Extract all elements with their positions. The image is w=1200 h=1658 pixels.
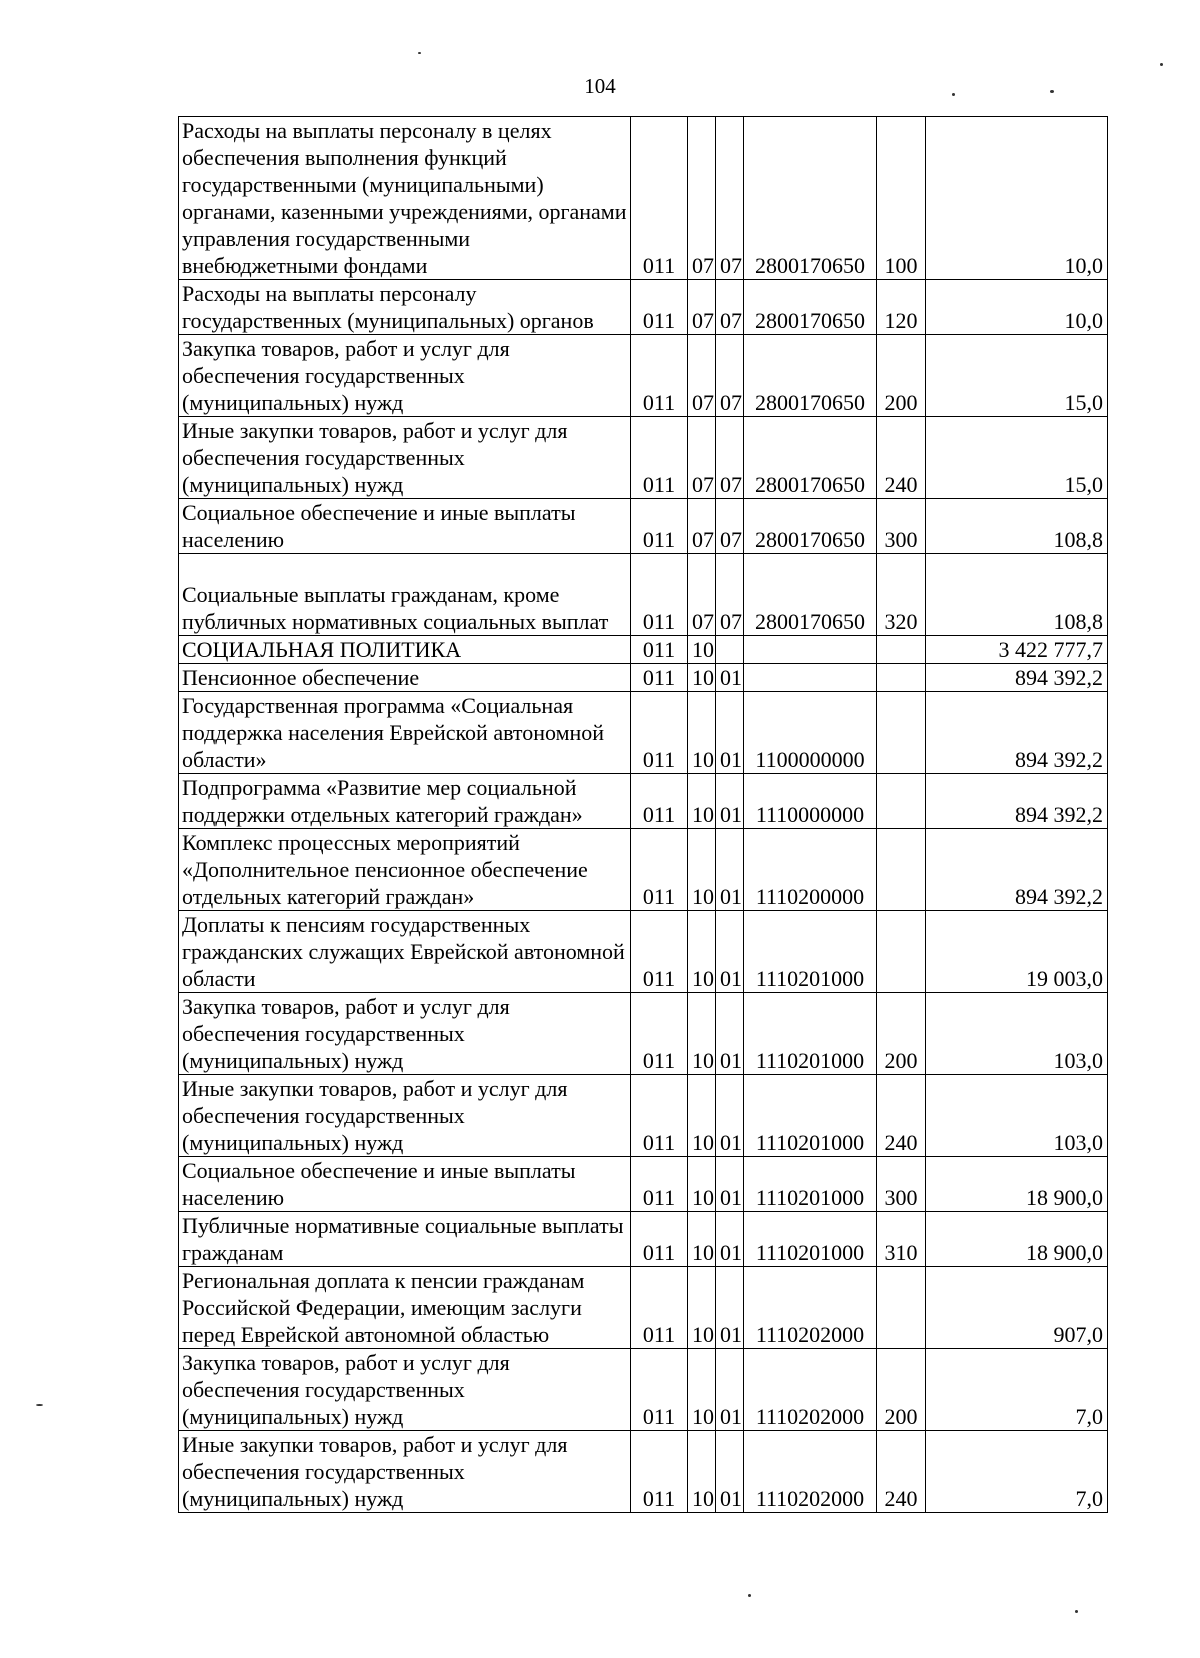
row-section-code: 07 [688,499,716,554]
row-subsection-code: 01 [716,774,744,829]
scan-speck [1050,90,1054,93]
row-name: Региональная доплата к пенсии гражданам Российской Федерации, имеющим заслуги перед Еврейской автономной областью [179,1267,631,1349]
row-expense-type-code: 120 [877,280,926,335]
row-subsection-code: 01 [716,1267,744,1349]
row-target-code: 1110202000 [744,1349,877,1431]
row-amount: 15,0 [926,335,1108,417]
row-section-code: 07 [688,280,716,335]
row-expense-type-code [877,692,926,774]
row-section-code: 10 [688,1212,716,1267]
row-name: Расходы на выплаты персоналу государственных (муниципальных) органов [179,280,631,335]
row-amount: 103,0 [926,993,1108,1075]
row-section-code: 10 [688,1349,716,1431]
table-row [179,636,1108,664]
table-row [179,911,1108,993]
row-name: Социальное обеспечение и иные выплаты населению [179,1157,631,1212]
row-amount: 10,0 [926,280,1108,335]
row-expense-type-code: 240 [877,417,926,499]
row-target-code: 2800170650 [744,280,877,335]
table-row [179,774,1108,829]
row-subsection-code: 01 [716,1075,744,1157]
row-name: Закупка товаров, работ и услуг для обеспечения государственных (муниципальных) нужд [179,1349,631,1431]
row-subsection-code: 01 [716,664,744,692]
row-amount: 894 392,2 [926,829,1108,911]
row-section-code: 07 [688,117,716,280]
row-amount: 19 003,0 [926,911,1108,993]
budget-table [178,116,1108,1513]
row-admin-code: 011 [631,1431,688,1513]
row-name: Подпрограмма «Развитие мер социальной поддержки отдельных категорий граждан» [179,774,631,829]
table-row [179,829,1108,911]
row-target-code: 1110200000 [744,829,877,911]
scan-speck [36,1404,43,1406]
row-subsection-code: 01 [716,1212,744,1267]
row-section-code: 07 [688,554,716,636]
row-subsection-code [716,636,744,664]
row-admin-code: 011 [631,335,688,417]
row-admin-code: 011 [631,1075,688,1157]
row-amount: 907,0 [926,1267,1108,1349]
table-row [179,1075,1108,1157]
row-target-code: 1110201000 [744,911,877,993]
row-target-code: 1110201000 [744,993,877,1075]
row-expense-type-code: 200 [877,993,926,1075]
row-name: Иные закупки товаров, работ и услуг для обеспечения государственных (муниципальных) нужд [179,1431,631,1513]
row-subsection-code: 01 [716,1349,744,1431]
row-subsection-code: 01 [716,1157,744,1212]
row-admin-code: 011 [631,280,688,335]
scan-speck [1075,1610,1078,1613]
row-amount: 3 422 777,7 [926,636,1108,664]
table-row [179,993,1108,1075]
row-name: Социальное обеспечение и иные выплаты населению [179,499,631,554]
row-name: Государственная программа «Социальная поддержка населения Еврейской автономной области» [179,692,631,774]
row-subsection-code: 07 [716,499,744,554]
row-subsection-code: 01 [716,1431,744,1513]
row-admin-code: 011 [631,636,688,664]
row-target-code [744,636,877,664]
row-expense-type-code: 240 [877,1075,926,1157]
row-section-code: 10 [688,636,716,664]
row-amount: 18 900,0 [926,1212,1108,1267]
row-admin-code: 011 [631,554,688,636]
row-target-code: 1110201000 [744,1075,877,1157]
row-section-code: 10 [688,911,716,993]
row-admin-code: 011 [631,117,688,280]
row-target-code: 2800170650 [744,554,877,636]
row-section-code: 10 [688,1431,716,1513]
row-admin-code: 011 [631,499,688,554]
row-expense-type-code: 300 [877,1157,926,1212]
row-amount: 15,0 [926,417,1108,499]
row-amount: 7,0 [926,1431,1108,1513]
row-expense-type-code [877,911,926,993]
row-target-code: 2800170650 [744,417,877,499]
row-section-code: 10 [688,993,716,1075]
row-target-code: 2800170650 [744,335,877,417]
table-row [179,1212,1108,1267]
row-name: Расходы на выплаты персоналу в целях обеспечения выполнения функций государственными (муниципальными) органами, казенными учреждениями, органами управления государственными внебюджетными фондами [179,117,631,280]
row-admin-code: 011 [631,829,688,911]
table-row [179,1349,1108,1431]
row-subsection-code: 07 [716,335,744,417]
row-name: Закупка товаров, работ и услуг для обеспечения государственных (муниципальных) нужд [179,335,631,417]
row-admin-code: 011 [631,774,688,829]
row-amount: 18 900,0 [926,1157,1108,1212]
row-section-code: 10 [688,774,716,829]
table-row [179,117,1108,280]
row-section-code: 10 [688,1267,716,1349]
row-target-code: 1110201000 [744,1212,877,1267]
row-admin-code: 011 [631,417,688,499]
row-amount: 108,8 [926,499,1108,554]
row-section-code: 10 [688,1075,716,1157]
row-expense-type-code: 300 [877,499,926,554]
row-expense-type-code: 100 [877,117,926,280]
row-subsection-code: 07 [716,417,744,499]
row-name: СОЦИАЛЬНАЯ ПОЛИТИКА [179,636,631,664]
table-row [179,1431,1108,1513]
row-target-code [744,664,877,692]
row-target-code: 1100000000 [744,692,877,774]
row-admin-code: 011 [631,692,688,774]
table-row [179,692,1108,774]
row-target-code: 1110202000 [744,1267,877,1349]
row-name: Публичные нормативные социальные выплаты гражданам [179,1212,631,1267]
row-name: Комплекс процессных мероприятий «Дополнительное пенсионное обеспечение отдельных категорий граждан» [179,829,631,911]
row-target-code: 1110201000 [744,1157,877,1212]
row-section-code: 10 [688,829,716,911]
row-amount: 7,0 [926,1349,1108,1431]
row-expense-type-code [877,1267,926,1349]
row-amount: 894 392,2 [926,774,1108,829]
row-section-code: 10 [688,1157,716,1212]
table-row [179,1267,1108,1349]
row-expense-type-code [877,664,926,692]
row-admin-code: 011 [631,1157,688,1212]
row-expense-type-code: 200 [877,1349,926,1431]
row-expense-type-code: 240 [877,1431,926,1513]
row-admin-code: 011 [631,1212,688,1267]
row-subsection-code: 01 [716,829,744,911]
row-amount: 103,0 [926,1075,1108,1157]
row-admin-code: 011 [631,664,688,692]
row-amount: 108,8 [926,554,1108,636]
row-expense-type-code: 320 [877,554,926,636]
row-subsection-code: 01 [716,911,744,993]
row-target-code: 1110000000 [744,774,877,829]
table-row [179,335,1108,417]
row-expense-type-code: 200 [877,335,926,417]
row-section-code: 10 [688,664,716,692]
row-name: Доплаты к пенсиям государственных гражданских служащих Еврейской автономной области [179,911,631,993]
row-name: Закупка товаров, работ и услуг для обеспечения государственных (муниципальных) нужд [179,993,631,1075]
row-amount: 894 392,2 [926,664,1108,692]
scan-speck [418,52,421,54]
row-amount: 894 392,2 [926,692,1108,774]
row-admin-code: 011 [631,911,688,993]
row-name: Социальные выплаты гражданам, кроме публичных нормативных социальных выплат [179,554,631,636]
row-target-code: 1110202000 [744,1431,877,1513]
row-admin-code: 011 [631,1349,688,1431]
row-subsection-code: 01 [716,993,744,1075]
table-row [179,280,1108,335]
table-row [179,1157,1108,1212]
page-number: 104 [584,74,616,98]
table-row [179,417,1108,499]
row-subsection-code: 01 [716,692,744,774]
row-expense-type-code [877,774,926,829]
row-admin-code: 011 [631,1267,688,1349]
row-section-code: 07 [688,417,716,499]
table-row [179,499,1108,554]
row-subsection-code: 07 [716,117,744,280]
row-subsection-code: 07 [716,554,744,636]
row-subsection-code: 07 [716,280,744,335]
table-row [179,664,1108,692]
row-section-code: 07 [688,335,716,417]
row-target-code: 2800170650 [744,117,877,280]
row-section-code: 10 [688,692,716,774]
row-expense-type-code [877,636,926,664]
scan-speck [1160,63,1163,66]
row-expense-type-code: 310 [877,1212,926,1267]
row-name: Иные закупки товаров, работ и услуг для обеспечения государственных (муниципальных) нужд [179,417,631,499]
row-amount: 10,0 [926,117,1108,280]
row-expense-type-code [877,829,926,911]
scan-speck [748,1594,751,1597]
row-admin-code: 011 [631,993,688,1075]
row-target-code: 2800170650 [744,499,877,554]
scan-speck [952,93,955,96]
table-row [179,554,1108,636]
row-name: Иные закупки товаров, работ и услуг для обеспечения государственных (муниципальных) нужд [179,1075,631,1157]
row-name: Пенсионное обеспечение [179,664,631,692]
